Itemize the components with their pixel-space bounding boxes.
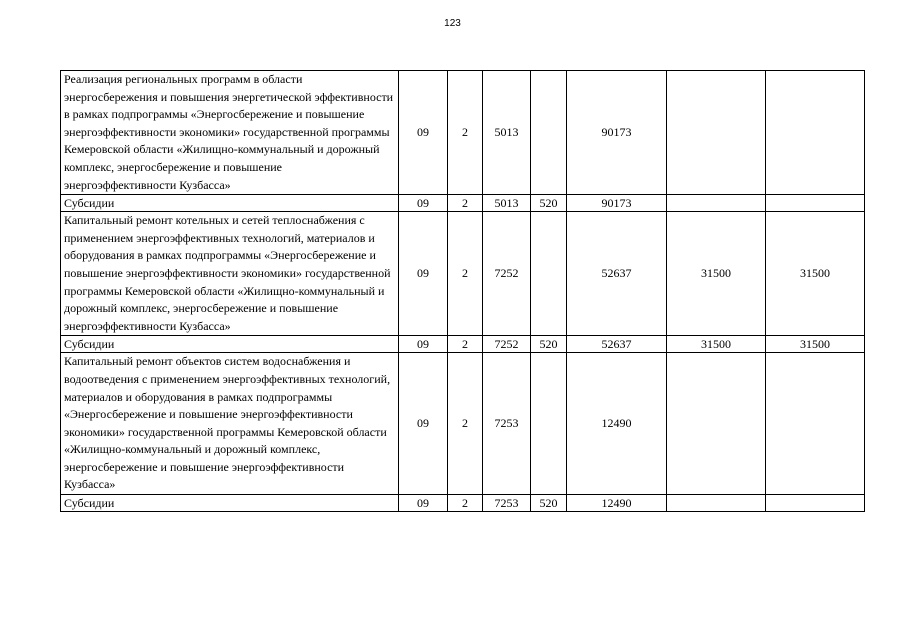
budget-table xyxy=(60,70,865,512)
section-code: 09 xyxy=(399,212,448,336)
page-number: 123 xyxy=(444,18,461,29)
table-row xyxy=(61,336,865,353)
expense-type xyxy=(531,71,567,195)
amount-3 xyxy=(766,195,865,212)
target-code: 7252 xyxy=(483,212,531,336)
table-row xyxy=(61,195,865,212)
expense-type xyxy=(531,353,567,495)
expense-type: 520 xyxy=(531,495,567,512)
expense-type: 520 xyxy=(531,195,567,212)
row-name: Субсидии xyxy=(61,195,399,212)
amount-1: 52637 xyxy=(567,212,667,336)
table-row xyxy=(61,71,865,195)
amount-2 xyxy=(667,353,766,495)
subsection-code: 2 xyxy=(448,212,483,336)
table-row xyxy=(61,495,865,512)
amount-3 xyxy=(766,495,865,512)
table-row xyxy=(61,353,865,495)
table-row xyxy=(61,212,865,336)
row-name: Субсидии xyxy=(61,495,399,512)
subsection-code: 2 xyxy=(448,71,483,195)
target-code: 7253 xyxy=(483,353,531,495)
section-code: 09 xyxy=(399,195,448,212)
amount-3: 31500 xyxy=(766,336,865,353)
row-name: Субсидии xyxy=(61,336,399,353)
amount-2 xyxy=(667,71,766,195)
subsection-code: 2 xyxy=(448,495,483,512)
amount-1: 12490 xyxy=(567,353,667,495)
section-code: 09 xyxy=(399,336,448,353)
target-code: 5013 xyxy=(483,195,531,212)
section-code: 09 xyxy=(399,353,448,495)
amount-1: 52637 xyxy=(567,336,667,353)
amount-1: 90173 xyxy=(567,195,667,212)
subsection-code: 2 xyxy=(448,195,483,212)
amount-3: 31500 xyxy=(766,212,865,336)
amount-1: 12490 xyxy=(567,495,667,512)
amount-3 xyxy=(766,71,865,195)
amount-3 xyxy=(766,353,865,495)
amount-2: 31500 xyxy=(667,212,766,336)
expense-type xyxy=(531,212,567,336)
amount-1: 90173 xyxy=(567,71,667,195)
amount-2 xyxy=(667,195,766,212)
target-code: 5013 xyxy=(483,71,531,195)
expense-type: 520 xyxy=(531,336,567,353)
row-name: Капитальный ремонт котельных и сетей теплоснабжения с применением энергоэффективных технологий, материалов и оборудования в рамках подпрограммы «Энергосбережение и повышение энергоэффективности экономики» государственной программы Кемеровской области «Жилищно-коммунальный и дорожный комплекс, энергосбережение и повышение энергоэффективности Кузбасса» xyxy=(61,212,399,336)
amount-2: 31500 xyxy=(667,336,766,353)
section-code: 09 xyxy=(399,495,448,512)
amount-2 xyxy=(667,495,766,512)
target-code: 7253 xyxy=(483,495,531,512)
row-name: Реализация региональных программ в области энергосбережения и повышения энергетической эффективности в рамках подпрограммы «Энергосбережение и повышение энергоэффективности экономики» государственной программы Кемеровской области «Жилищно-коммунальный и дорожный комплекс, энергосбережение и повышение энергоэффективности Кузбасса» xyxy=(61,71,399,195)
target-code: 7252 xyxy=(483,336,531,353)
subsection-code: 2 xyxy=(448,336,483,353)
subsection-code: 2 xyxy=(448,353,483,495)
section-code: 09 xyxy=(399,71,448,195)
row-name: Капитальный ремонт объектов систем водоснабжения и водоотведения с применением энергоэффективных технологий, материалов и оборудования в рамках подпрограммы «Энергосбережение и повышение энергоэффективности экономики» государственной программы Кемеровской области «Жилищно-коммунальный и дорожный комплекс, энергосбережение и повышение энергоэффективности Кузбасса» xyxy=(61,353,399,495)
